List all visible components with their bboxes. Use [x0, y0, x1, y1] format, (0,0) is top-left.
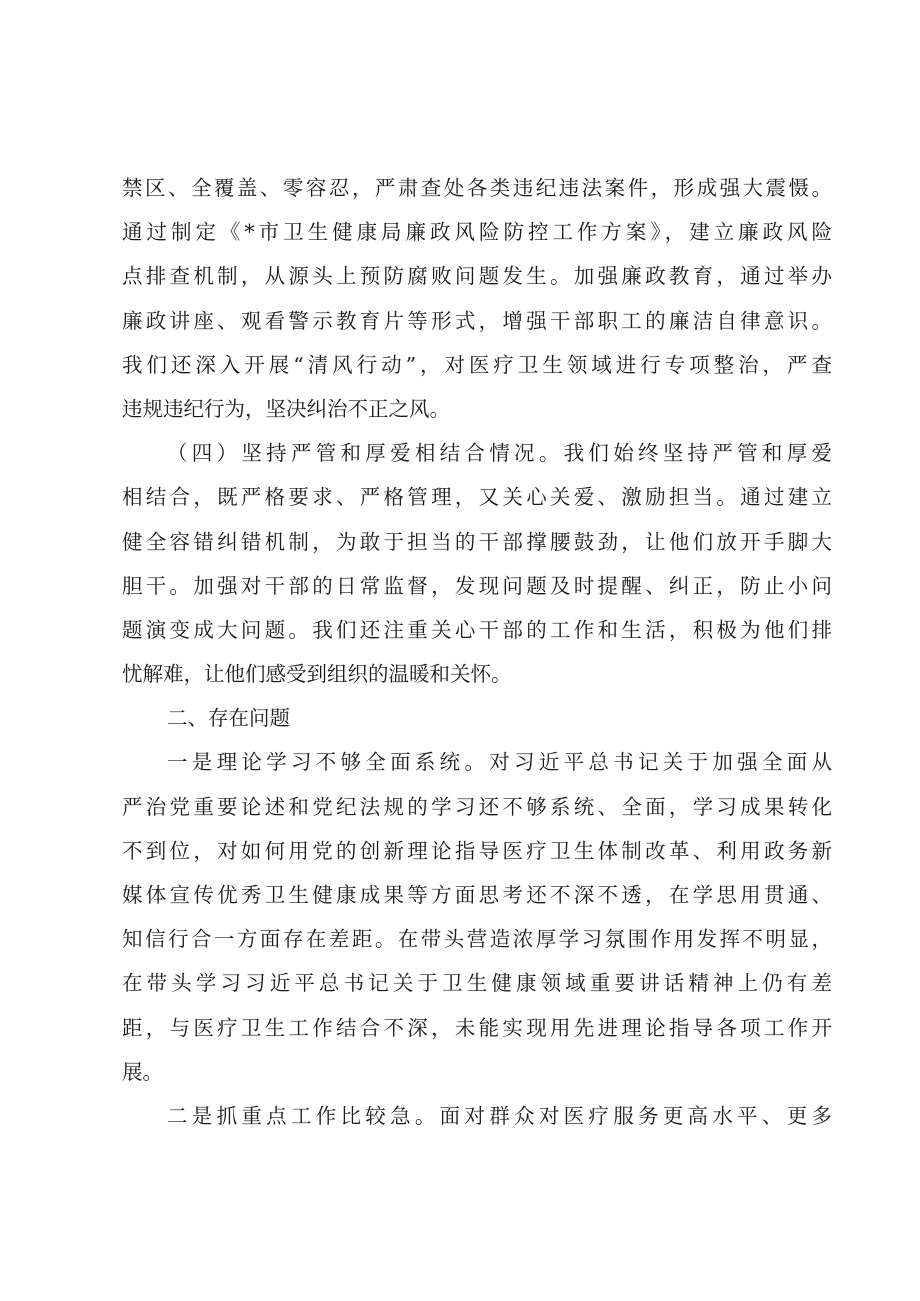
- text-line: 禁区、全覆盖、零容忍，严肃查处各类违纪违法案件，形成强大震慑。: [122, 176, 832, 200]
- text-line: 知信行合一方面存在差距。在带头营造浓厚学习氛围作用发挥不明显，: [122, 927, 832, 952]
- text-line: 健全容错纠错机制，为敢于担当的干部撑腰鼓劲，让他们放开手脚大: [122, 529, 832, 554]
- paragraph-start-line: （四）坚持严管和厚爱相结合情况。我们始终坚持严管和厚爱: [167, 441, 832, 466]
- paragraph-start-line: 一是理论学习不够全面系统。对习近平总书记关于加强全面从: [167, 750, 832, 775]
- text-line: 违规违纪行为，坚决纠治不正之风。: [122, 396, 450, 421]
- text-line: 在带头学习习近平总书记关于卫生健康领域重要讲话精神上仍有差: [122, 971, 832, 996]
- text-line: 忧解难，让他们感受到组织的温暖和关怀。: [122, 662, 512, 687]
- text-line: 我们还深入开展“清风行动”，对医疗卫生领域进行专项整治，严查: [122, 352, 832, 377]
- text-line: 相结合，既严格要求、严格管理，又关心关爱、激励担当。通过建立: [122, 485, 832, 510]
- text-line: 严治党重要论述和党纪法规的学习还不够系统、全面，学习成果转化: [122, 794, 832, 819]
- document-body: [122, 166, 832, 1138]
- text-line: 媒体宣传优秀卫生健康成果等方面思考还不深不透，在学思用贯通、: [122, 883, 832, 907]
- text-line: 题演变成大问题。我们还注重关心干部的工作和生活，积极为他们排: [122, 617, 832, 642]
- text-line: 胆干。加强对干部的日常监督，发现问题及时提醒、纠正，防止小问: [122, 573, 832, 598]
- text-line: 展。: [122, 1059, 163, 1084]
- text-line: 廉政讲座、观看警示教育片等形式，增强干部职工的廉洁自律意识。: [122, 308, 832, 333]
- text-line: 距，与医疗卫生工作结合不深，未能实现用先进理论指导各项工作开: [122, 1015, 832, 1040]
- text-line: 点排查机制，从源头上预防腐败问题发生。加强廉政教育，通过举办: [122, 264, 832, 289]
- text-line: 通过制定《*市卫生健康局廉政风险防控工作方案》，建立廉政风险: [122, 220, 832, 245]
- section-heading: 二、存在问题: [167, 706, 290, 731]
- text-line: 不到位，对如何用党的创新理论指导医疗卫生体制改革、利用政务新: [122, 838, 832, 863]
- paragraph-start-line: 二是抓重点工作比较急。面对群众对医疗服务更高水平、更多: [167, 1103, 832, 1128]
